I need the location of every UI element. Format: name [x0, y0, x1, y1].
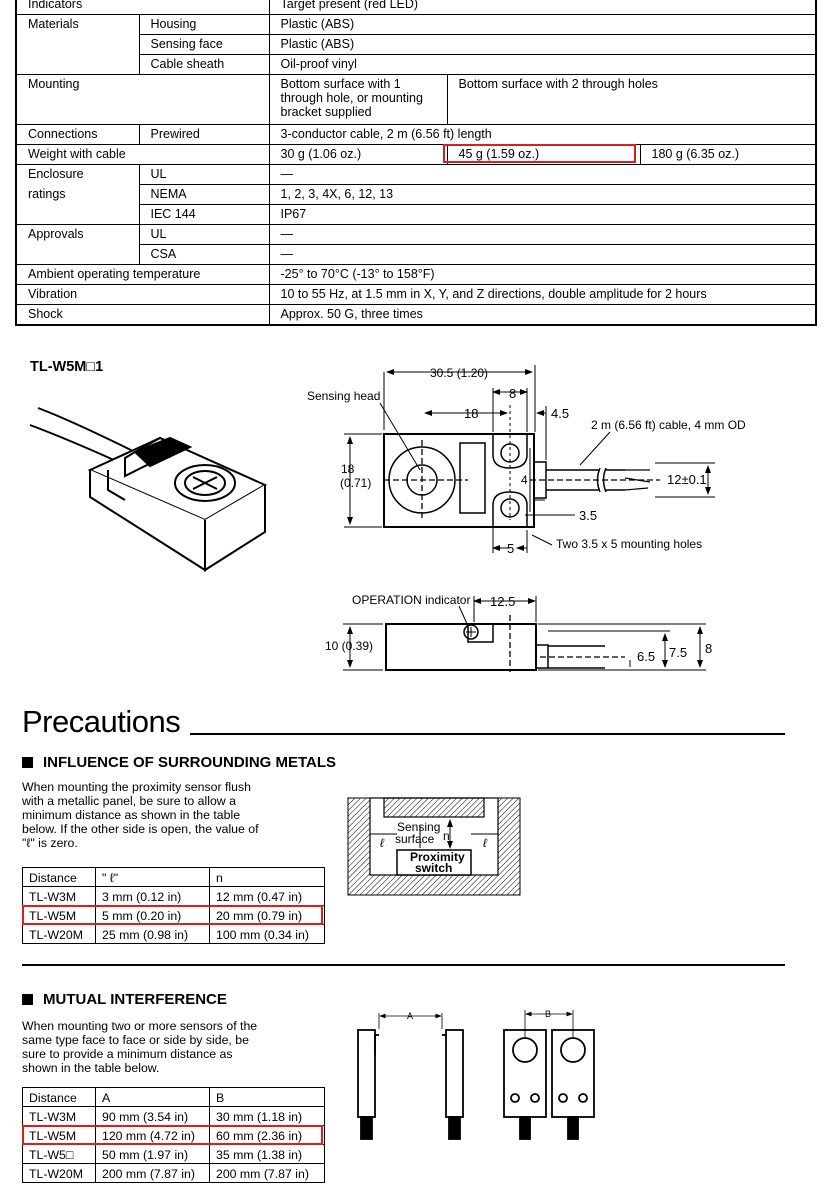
section-separator: [22, 964, 785, 966]
ell-label-right: ℓ: [483, 836, 487, 850]
table-row: [23, 1126, 325, 1145]
table-cell: TL-W3M: [23, 1107, 96, 1126]
table-cell: 120 mm (4.72 in): [96, 1126, 210, 1145]
table-header: Distance: [23, 868, 96, 887]
sensor-3d-illustration: [30, 408, 265, 570]
side-view-labels: [325, 593, 712, 664]
spec-label: Materials: [16, 15, 139, 35]
metals-diagram: [340, 790, 530, 900]
spec-row-approvals-csa: [16, 245, 816, 265]
precautions-title: Precautions: [22, 704, 181, 739]
spec-row-mounting: [16, 75, 816, 125]
spec-row-enclosure-iec: [16, 205, 816, 225]
spec-label: Vibration: [16, 285, 269, 305]
spec-row-enclosure-ul: [16, 165, 816, 185]
mutual-heading: [22, 991, 227, 1008]
table-cell: 100 mm (0.34 in): [210, 925, 325, 944]
table-cell: TL-W5□: [23, 1145, 96, 1164]
spec-label: Indicators: [16, 0, 269, 15]
spec-value: Plastic (ABS): [269, 35, 816, 55]
spec-value: Bottom surface with 2 through holes: [447, 75, 816, 125]
spec-sublabel: Prewired: [139, 125, 269, 145]
table-row: [23, 925, 325, 944]
table-cell: 20 mm (0.79 in): [210, 906, 325, 925]
spec-label: ratings: [16, 185, 139, 205]
table-header: B: [210, 1088, 325, 1107]
spec-row-connections: [16, 125, 816, 145]
table-header: A: [96, 1088, 210, 1107]
operation-indicator-label: OPERATION indicator: [352, 593, 471, 607]
title-rule: [190, 733, 785, 735]
dim-overall-label: 30.5 (1.20): [430, 366, 489, 380]
table-cell: 50 mm (1.97 in): [96, 1145, 210, 1164]
spec-value: —: [269, 165, 816, 185]
table-header: " ℓ": [96, 868, 210, 887]
dim-3-5-label: 3.5: [579, 508, 598, 523]
dim-4-label: 4: [521, 473, 528, 487]
table-cell: 60 mm (2.36 in): [210, 1126, 325, 1145]
table-cell: 3 mm (0.12 in): [96, 887, 210, 906]
table-cell: 5 mm (0.20 in): [96, 906, 210, 925]
spec-sublabel: Sensing face: [139, 35, 269, 55]
spec-value: —: [269, 225, 816, 245]
dim-8b-label: 8: [705, 641, 713, 656]
dimension-drawings: [0, 340, 830, 690]
table-cell: TL-W20M: [23, 925, 96, 944]
sensing-surface-label-2: surface: [395, 832, 435, 846]
spec-value: 10 to 55 Hz, at 1.5 mm in X, Y, and Z directions, double amplitude for 2 hours: [269, 285, 816, 305]
spec-value: 180 g (6.35 oz.): [640, 145, 816, 165]
metals-paragraph: When mounting the proximity sensor flush with a metallic panel, be sure to allow a minimum distance as shown in the table below. If the other side is open, the value of "ℓ" is zero.: [22, 780, 259, 850]
table-cell: TL-W5M: [23, 1126, 96, 1145]
dim-12-5-label: 12.5: [490, 594, 516, 609]
spec-row-sensing-face: [16, 35, 816, 55]
table-row: [23, 906, 325, 925]
spec-value-highlighted: 45 g (1.59 oz.): [447, 145, 640, 165]
table-cell: 30 mm (1.18 in): [210, 1107, 325, 1126]
table-row: [23, 887, 325, 906]
mutual-paragraph: When mounting two or more sensors of the same type face to face or side by side, be sure to provide a minimum distance as shown in the table below.: [22, 1019, 258, 1075]
cable-label: 2 m (6.56 ft) cable, 4 mm OD: [591, 418, 746, 432]
switch-label: switch: [415, 861, 453, 875]
ell-label-left: ℓ: [380, 836, 384, 850]
top-view-drawing: [344, 365, 715, 553]
spec-sublabel: Cable sheath: [139, 55, 269, 75]
table-row: [23, 1145, 325, 1164]
spec-value: 1, 2, 3, 4X, 6, 12, 13: [269, 185, 816, 205]
dim-12-label: 12±0.1: [667, 472, 707, 487]
spec-row-weight: [16, 145, 816, 165]
spec-sublabel: NEMA: [139, 185, 269, 205]
dim-8-label: 8: [509, 386, 517, 401]
spec-label: Connections: [16, 125, 139, 145]
spec-row-housing: [16, 15, 816, 35]
spec-value: Plastic (ABS): [269, 15, 816, 35]
metals-heading: [22, 754, 336, 771]
spec-row-vibration: [16, 285, 816, 305]
metals-heading-text: INFLUENCE OF SURROUNDING METALS: [43, 754, 337, 771]
table-cell: 12 mm (0.47 in): [210, 887, 325, 906]
spec-label: Shock: [16, 305, 269, 325]
spec-value: Approx. 50 G, three times: [269, 305, 816, 325]
table-cell: 35 mm (1.38 in): [210, 1145, 325, 1164]
model-label: TL-W5M□1: [30, 359, 104, 375]
spec-sublabel: UL: [139, 225, 269, 245]
table-cell: 200 mm (7.87 in): [210, 1164, 325, 1183]
spec-row-ambient: [16, 265, 816, 285]
a-label: A: [407, 1011, 414, 1021]
square-bullet-icon: [22, 757, 33, 768]
mount-holes-label: Two 3.5 x 5 mounting holes: [556, 537, 703, 551]
spec-row-approvals-ul: [16, 225, 816, 245]
height-18-in-label: (0.71): [340, 476, 372, 490]
spec-label: Weight with cable: [16, 145, 269, 165]
spec-value: 30 g (1.06 oz.): [269, 145, 447, 165]
table-cell: 200 mm (7.87 in): [96, 1164, 210, 1183]
table-header: Distance: [23, 1088, 96, 1107]
spec-row-shock: [16, 305, 816, 325]
spec-value: Target present (red LED): [269, 0, 816, 15]
height-18-label: 18: [341, 462, 355, 476]
table-row: [23, 1107, 325, 1126]
dim-18-label: 18: [464, 406, 479, 421]
spec-label: Ambient operating temperature: [16, 265, 269, 285]
spec-label: Approvals: [16, 225, 139, 245]
spec-table: [15, 0, 817, 326]
spec-label: Mounting: [16, 75, 269, 125]
table-cell: 90 mm (3.54 in): [96, 1107, 210, 1126]
mutual-diagram: [350, 1005, 610, 1140]
square-bullet-icon: [22, 994, 33, 1005]
mutual-heading-text: MUTUAL INTERFERENCE: [43, 991, 227, 1008]
dim-5-label: 5: [507, 541, 515, 556]
table-cell: TL-W5M: [23, 906, 96, 925]
spec-sublabel: IEC 144: [139, 205, 269, 225]
spec-value: IP67: [269, 205, 816, 225]
b-label: B: [545, 1009, 552, 1019]
metals-table: [22, 867, 325, 944]
spec-value: Oil-proof vinyl: [269, 55, 816, 75]
dim-7-5-label: 7.5: [669, 645, 688, 660]
table-header-row: [23, 868, 325, 887]
spec-sublabel: UL: [139, 165, 269, 185]
sensing-surface-label: Sensing: [397, 820, 441, 834]
mutual-table: [22, 1087, 325, 1183]
proximity-label: Proximity: [410, 850, 465, 864]
spec-row-enclosure-nema: [16, 185, 816, 205]
spec-value: -25° to 70°C (-13° to 158°F): [269, 265, 816, 285]
spec-sublabel: Housing: [139, 15, 269, 35]
dim-4-5-label: 4.5: [551, 406, 570, 421]
spec-row-indicators: [16, 0, 816, 15]
spec-sublabel: CSA: [139, 245, 269, 265]
spec-row-cable-sheath: [16, 55, 816, 75]
height-10-label: 10 (0.39): [325, 639, 374, 653]
spec-value: Bottom surface with 1 through hole, or mounting bracket supplied: [269, 75, 447, 125]
spec-value: 3-conductor cable, 2 m (6.56 ft) length: [269, 125, 816, 145]
table-row: [23, 1164, 325, 1183]
table-header-row: [23, 1088, 325, 1107]
table-cell: 25 mm (0.98 in): [96, 925, 210, 944]
n-label: n: [443, 829, 450, 843]
table-cell: TL-W3M: [23, 887, 96, 906]
sensing-head-label: Sensing head: [307, 389, 381, 403]
table-header: n: [210, 868, 325, 887]
spec-value: —: [269, 245, 816, 265]
dim-6-5-label: 6.5: [637, 649, 656, 664]
spec-label: Enclosure: [16, 165, 139, 185]
table-cell: TL-W20M: [23, 1164, 96, 1183]
